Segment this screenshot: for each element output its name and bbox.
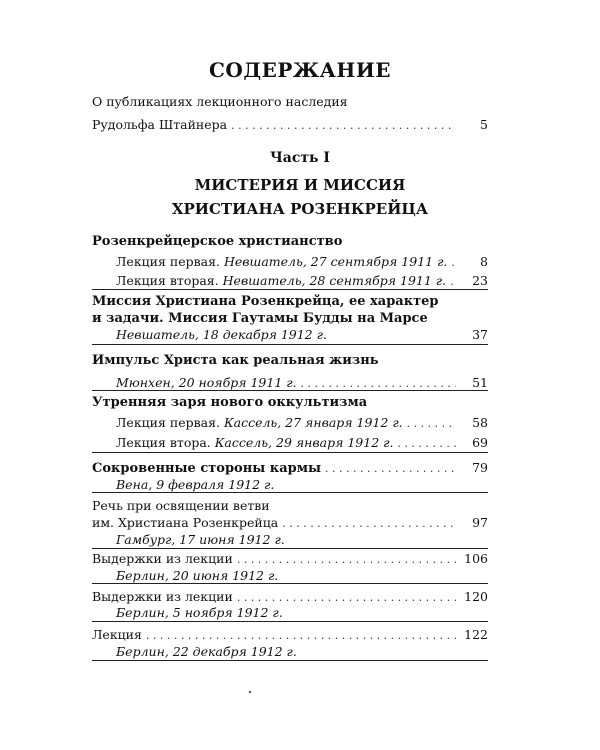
intro-line-2: Рудольфа Штайнера	[92, 117, 228, 132]
section-divider	[92, 390, 488, 391]
page-number: 106	[464, 551, 488, 566]
page-number: 8	[480, 254, 488, 269]
section-title: Сокровенные стороны кармы	[92, 461, 322, 476]
leader-dots	[146, 627, 456, 644]
section-title: Выдержки из лекции	[92, 589, 233, 604]
toc-entry[interactable]	[116, 414, 488, 432]
page-number: 37	[472, 327, 488, 342]
page-number: 58	[472, 415, 488, 430]
leader-dots	[397, 435, 456, 452]
page-number: 122	[464, 627, 488, 642]
page-number: 120	[464, 589, 488, 604]
entry-place: Гамбург, 17 июня 1912 г.	[116, 532, 285, 547]
entry-place: Невшатель, 27 сентября 1911 г.	[223, 254, 448, 269]
toc-entry[interactable]	[92, 514, 488, 532]
page-number: 69	[472, 435, 488, 450]
section-divider	[92, 583, 488, 584]
leader-dots	[282, 515, 456, 532]
entry-label: Лекция первая.	[116, 254, 224, 269]
toc-entry[interactable]	[116, 326, 488, 343]
toc-entry[interactable]	[116, 434, 488, 452]
toc-entry[interactable]	[92, 459, 488, 477]
entry-label: Лекция первая.	[116, 415, 224, 430]
entry-text	[116, 434, 393, 451]
entry-label: Лекция втора.	[116, 435, 215, 450]
entry-place: Мюнхен, 20 ноября 1911 г.	[116, 375, 297, 390]
leader-dots	[231, 117, 456, 134]
section-divider	[92, 492, 488, 493]
page-number: 23	[472, 273, 488, 288]
section-title: Лекция	[92, 627, 142, 642]
entry-place: Кассель, 29 января 1912 г.	[214, 435, 394, 450]
entry-place: Вена, 9 февраля 1912 г.	[116, 477, 275, 492]
part-title-line-2: ХРИСТИАНА РОЗЕНКРЕЙЦА	[171, 200, 429, 218]
entry-text	[116, 253, 447, 270]
section-title-line-2: и задачи. Миссия Гаутамы Будды на Марсе	[92, 311, 428, 326]
entry-text	[116, 414, 403, 431]
toc-entry[interactable]	[116, 272, 488, 290]
entry-place: Невшатель, 28 сентября 1911 г.	[222, 273, 447, 288]
page-number: 79	[472, 460, 488, 475]
toc-entry[interactable]	[116, 253, 488, 271]
section-divider	[92, 621, 488, 622]
entry-place: Берлин, 5 ноября 1912 г.	[116, 605, 283, 620]
contents-heading: СОДЕРЖАНИЕ	[209, 58, 391, 82]
entry-place: Берлин, 20 июня 1912 г.	[116, 568, 279, 583]
section-title-line-1: Миссия Христиана Розенкрейца, ее характер	[92, 294, 439, 309]
entry-text	[116, 272, 446, 289]
leader-dots	[450, 273, 456, 290]
page-number: 5	[480, 117, 488, 132]
page-number: 51	[472, 375, 488, 390]
intro-line-1: О публикациях лекционного наследия	[92, 94, 348, 109]
print-speck	[249, 691, 251, 693]
entry-place: Берлин, 22 декабря 1912 г.	[116, 644, 297, 659]
leader-dots	[325, 460, 456, 477]
toc-entry[interactable]	[92, 626, 488, 644]
section-divider	[92, 452, 488, 453]
section-divider	[92, 548, 488, 549]
section-title: Выдержки из лекции	[92, 551, 233, 566]
entry-label: Лекция вторая.	[116, 273, 223, 288]
page-number: 97	[472, 515, 488, 530]
section-title: Импульс Христа как реальная жизнь	[92, 353, 379, 368]
section-title: Розенкрейцерское христианство	[92, 234, 343, 249]
entry-place: Кассель, 27 января 1912 г.	[223, 415, 403, 430]
leader-dots	[451, 254, 456, 271]
part-title-line-1: МИСТЕРИЯ И МИССИЯ	[194, 176, 406, 194]
entry-place: Невшатель, 18 декабря 1912 г.	[116, 327, 327, 342]
part-label: Часть I	[270, 150, 330, 166]
leader-dots	[407, 415, 456, 432]
intro-entry[interactable]	[92, 116, 488, 134]
toc-entry[interactable]	[92, 550, 488, 568]
section-title: Утренняя заря нового оккультизма	[92, 395, 368, 410]
section-title-line-2: им. Христиана Розенкрейца	[92, 515, 279, 530]
section-divider	[92, 289, 488, 290]
section-title-line-1: Речь при освящении ветви	[92, 498, 270, 513]
section-divider	[92, 344, 488, 345]
part-title	[0, 173, 600, 221]
section-divider	[92, 660, 488, 661]
leader-dots	[237, 551, 456, 568]
